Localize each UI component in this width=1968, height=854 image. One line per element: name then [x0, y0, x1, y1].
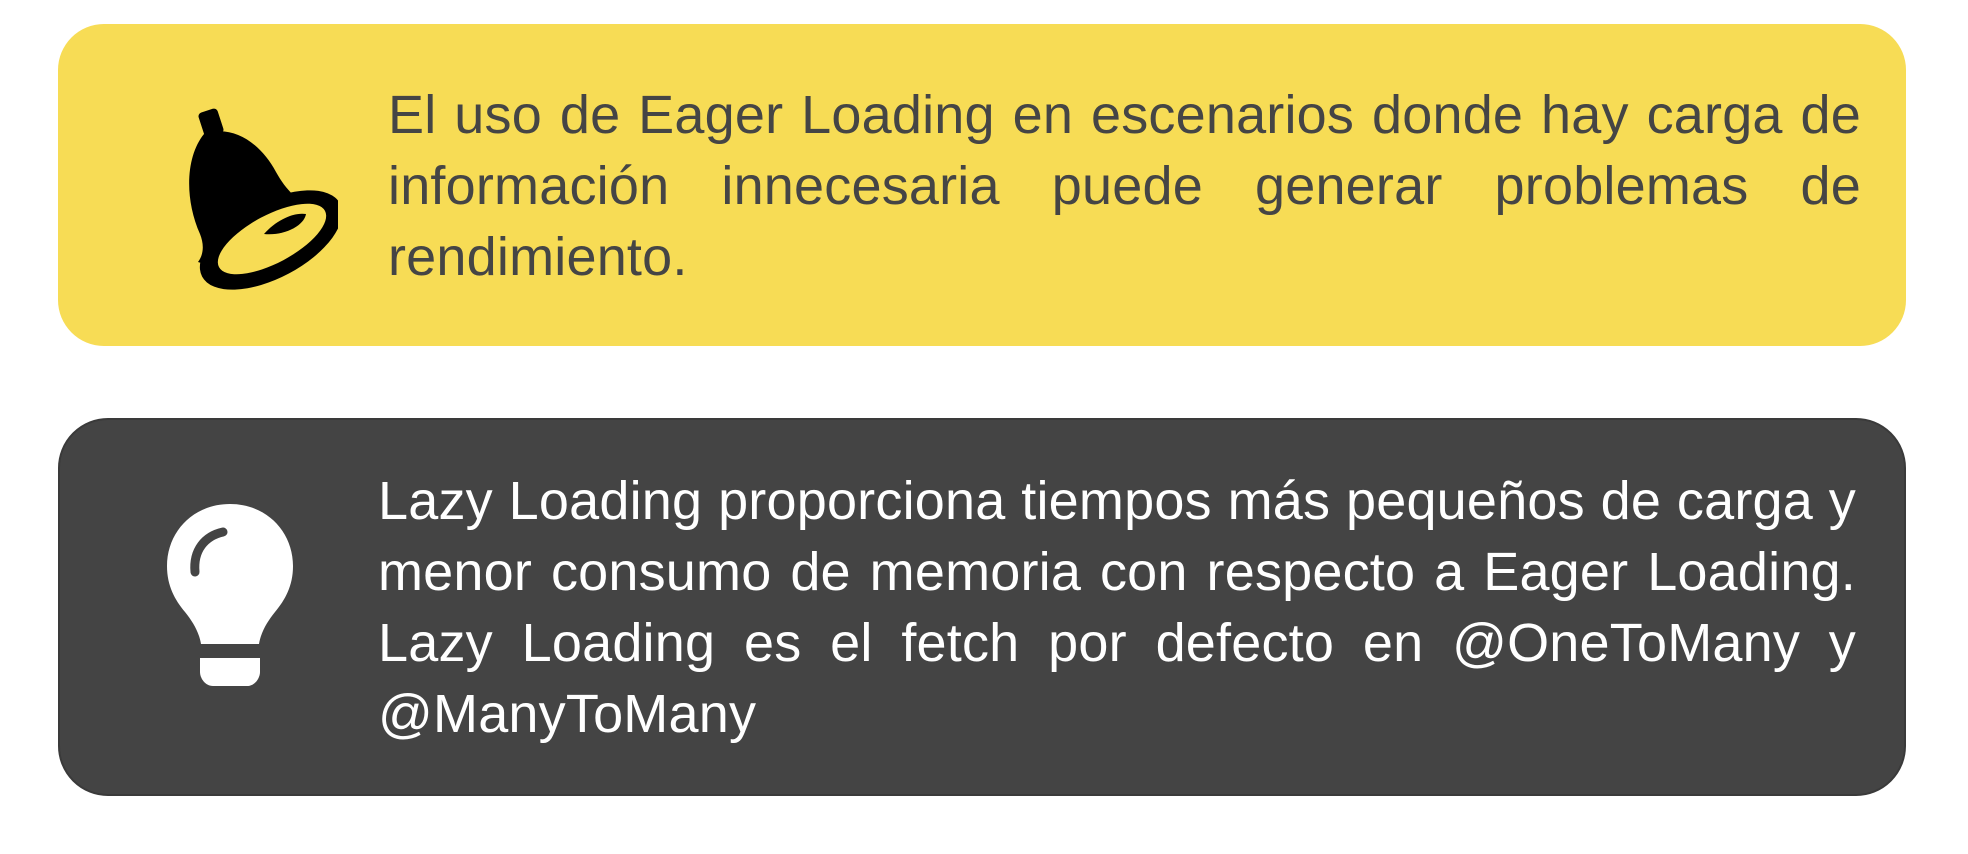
lightbulb-icon — [155, 492, 305, 712]
tip-text: Lazy Loading proporciona tiempos más pequeños de carga y menor consumo de memoria con respecto a Eager Loading. Lazy Loading es el fetch por defecto en @OneToMany y @ManyToMany — [378, 471, 1856, 744]
lightbulb-icon-graphic — [155, 492, 305, 712]
warning-text: El uso de Eager Loading en escenarios donde hay carga de información innecesaria puede generar problemas de rendimiento. — [388, 85, 1861, 287]
bell-icon-graphic — [168, 94, 338, 294]
tip-callout — [58, 418, 1906, 796]
warning-callout — [58, 24, 1906, 346]
bell-icon — [168, 94, 338, 294]
